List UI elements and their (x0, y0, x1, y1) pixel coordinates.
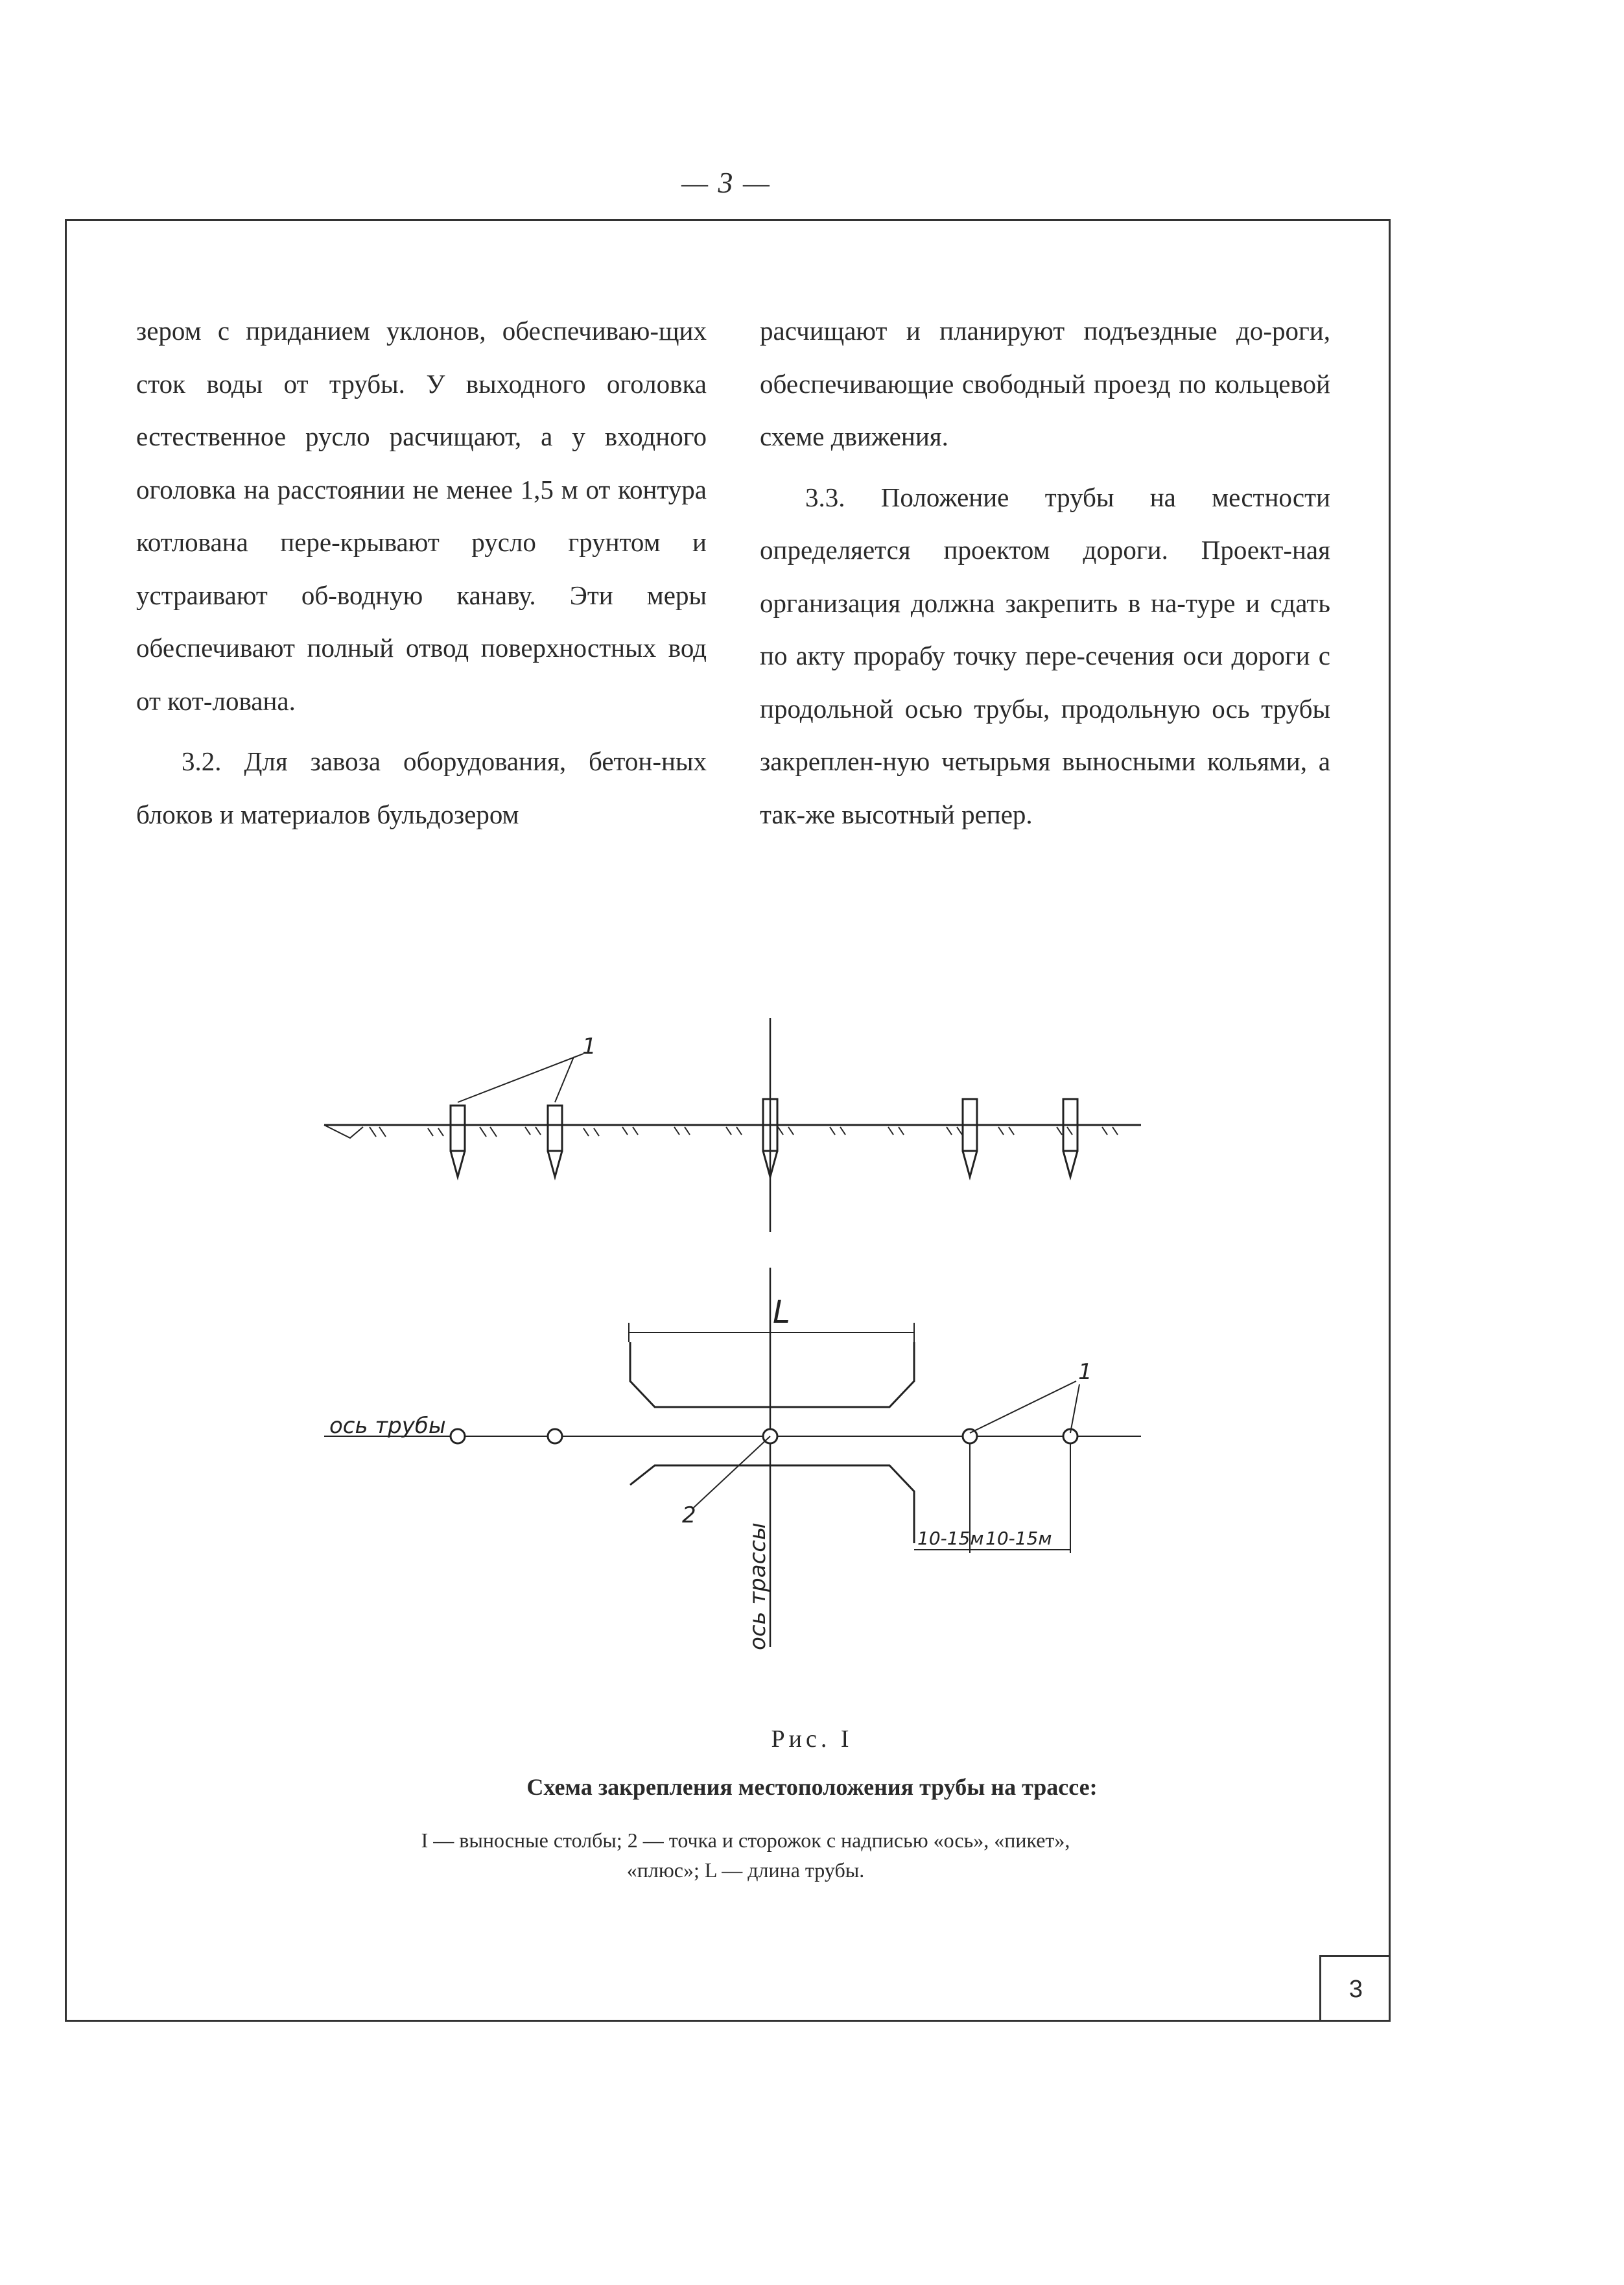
route-axis-label: ось трассы (745, 1522, 771, 1650)
paragraph: расчищают и планируют подъездные до-роги, обеспечивающие свободный проезд по кольцевой схеме движения. (760, 316, 1330, 451)
paragraph-3-2: 3.2. Для завоза оборудования, бетон-ных блоков и материалов бульдозером (136, 746, 707, 829)
pipe-axis-label: ось трубы (329, 1413, 446, 1439)
label-1-top: 1 (582, 1034, 596, 1060)
figure-caption-title: Рис. I (771, 1725, 853, 1753)
corner-page-number: 3 (1319, 1955, 1391, 2022)
paragraph: зером с приданием уклонов, обеспечиваю-щих сток воды от трубы. У выходного оголовка естественное русло расчищают, а у входного оголовка на расстоянии не менее 1,5 м от контура котлована пере-крывают русло грунтом и устраивают об-водную канаву. Эти меры обеспечивают полный отвод поверхностных вод от кот-лована. (136, 316, 707, 716)
figure-drawing (311, 1018, 1167, 1666)
legend-line-1: I — выносные столбы; 2 — точка и сторожок с надписью «ось», «пикет», (421, 1829, 1070, 1852)
paragraph-3-3: 3.3. Положение трубы на местности определяется проектом дороги. Проект-ная организация должна закрепить в на-туре и сдать по акту прорабу точку пере-сечения оси дороги с продольной осью трубы, продольную ось трубы закреплен-ную четырьмя выносными кольями, а так-же высотный репер. (760, 482, 1330, 829)
stake-4 (1063, 1099, 1077, 1177)
text-column-left (136, 305, 707, 841)
label-2: 2 (682, 1502, 696, 1528)
dimension-label-2: 10-15м (985, 1528, 1052, 1549)
label-1-bottom: 1 (1078, 1359, 1092, 1385)
ground-hatching (324, 1125, 1118, 1138)
label-L: L (773, 1294, 790, 1331)
page-number-top: — 3 — (681, 166, 771, 199)
dimension-label-1: 10-15м (917, 1528, 984, 1549)
text-column-right (760, 305, 1330, 841)
stake-2 (548, 1106, 562, 1177)
figure-caption-heading: Схема закрепления местоположения трубы на трассе: (526, 1774, 1098, 1800)
legend-line-2: «плюс»; L — длина трубы. (626, 1858, 865, 1882)
figure-caption-legend (324, 1825, 1167, 1885)
stake-3 (963, 1099, 977, 1177)
figure-pipe-placement-scheme (311, 1018, 1167, 1666)
stake-1 (451, 1106, 465, 1177)
